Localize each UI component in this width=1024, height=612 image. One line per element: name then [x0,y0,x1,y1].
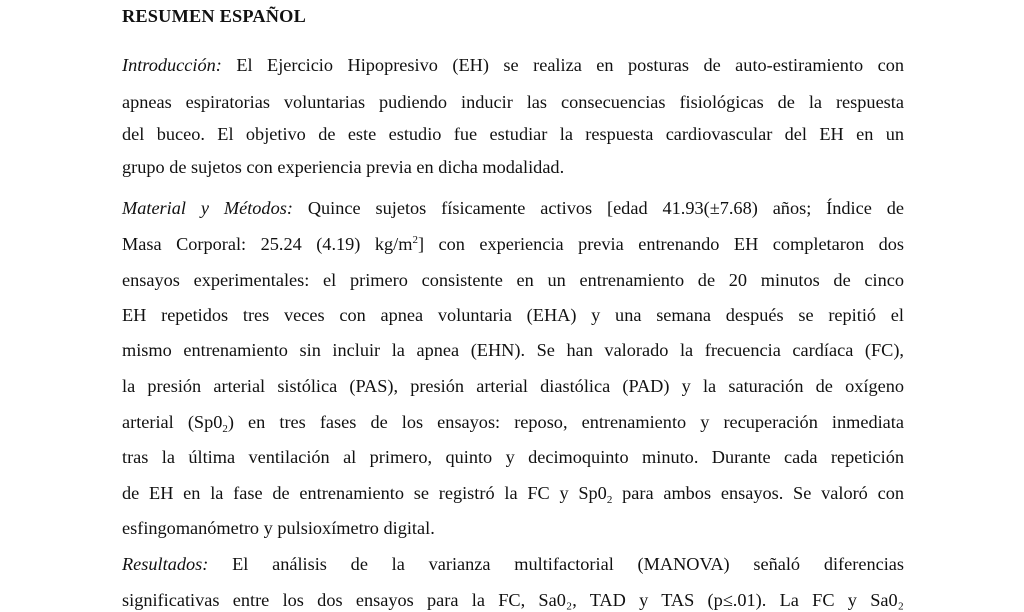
methods-text-2a: Masa Corporal: 25.24 (4.19) kg/m [122,234,413,254]
methods-line-4: EH repetidos tres veces con apnea voluntaria (EHA) y una semana después se repitió el [122,305,904,325]
methods-text-2b: ] con experiencia previa entrenando EH completaron dos [417,234,904,254]
intro-label: Introducción: [122,55,222,75]
methods-text-1: Quince sujetos físicamente activos [edad 41.93(±7.68) años; Índice de [307,198,904,218]
section-heading: RESUMEN ESPAÑOL [122,6,306,26]
intro-line-4: grupo de sujetos con experiencia previa en dicha modalidad. [122,157,565,177]
methods-text-7a: arterial (Sp0 [122,412,223,432]
results-label: Resultados: [122,554,209,574]
methods-line-6: la presión arterial sistólica (PAS), presión arterial diastólica (PAD) y la saturación de oxígeno [122,376,904,396]
results-line-2: significativas entre los dos ensayos para la FC, Sa0₂, TAD y TAS (p≤.01). La FC y Sa0₂ [122,590,904,610]
intro-line-2: apneas espiratorias voluntarias pudiendo inducir las consecuencias fisiológicas de la respuesta [122,92,904,112]
methods-line-8: tras la última ventilación al primero, quinto y decimoquinto minuto. Durante cada repetición [122,447,904,467]
methods-label: Material y Métodos: [122,198,293,218]
methods-line-3: ensayos experimentales: el primero consistente en un entrenamiento de 20 minutos de cinco [122,270,904,290]
intro-text-1: El Ejercicio Hipopresivo (EH) se realiza en posturas de auto-estiramiento con [236,55,904,75]
results-text-1: El análisis de la varianza multifactorial (MANOVA) señaló diferencias [232,554,904,574]
methods-line-1 [122,196,904,220]
methods-text-9b: para ambos ensayos. Se valoró con [612,483,904,503]
methods-superscript: 2 [412,234,418,246]
methods-subscript-1: 2 [222,423,228,435]
methods-text-9a: de EH en la fase de entrenamiento se registró la FC y Sp0 [122,483,607,503]
intro-line-1 [122,53,904,77]
methods-line-7 [122,410,904,434]
methods-line-10: esfingomanómetro y pulsioxímetro digital. [122,518,435,538]
intro-line-3: del buceo. El objetivo de este estudio fue estudiar la respuesta cardiovascular del EH en un [122,124,904,144]
methods-line-2 [122,232,904,256]
methods-subscript-2: 2 [606,494,613,506]
methods-line-5: mismo entrenamiento sin incluir la apnea (EHN). Se han valorado la frecuencia cardíaca (FC), [122,340,904,360]
methods-line-9 [122,481,904,505]
results-line-1 [122,552,904,576]
methods-text-7b: ) en tres fases de los ensayos: reposo, entrenamiento y recuperación inmediata [227,412,904,432]
